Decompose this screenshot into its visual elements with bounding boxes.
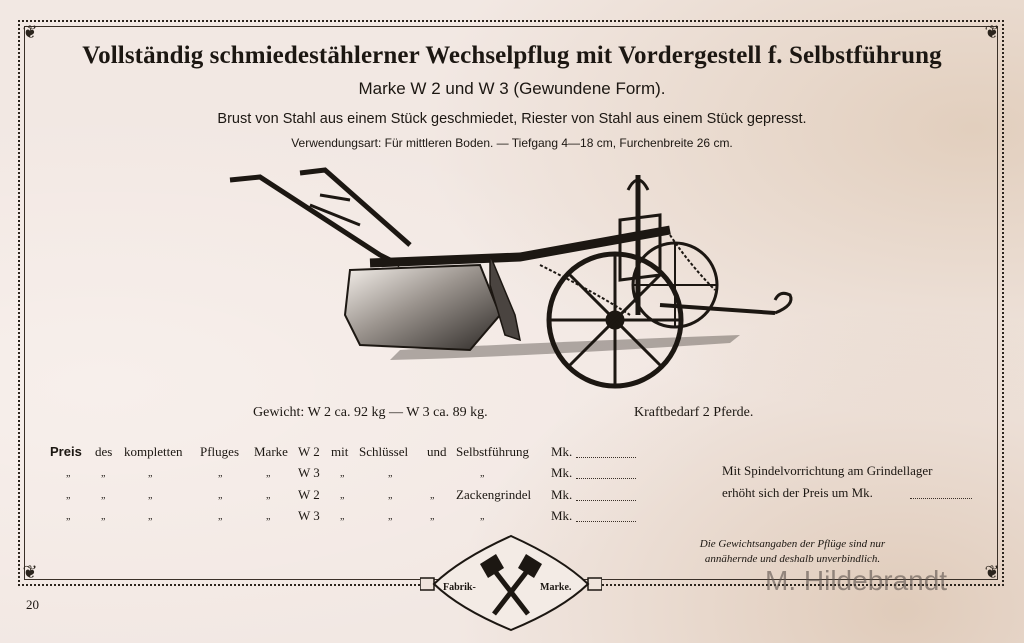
disclaimer-line1: Die Gewichtsangaben der Pflüge sind nur <box>699 538 886 550</box>
corner-ornament-icon: ❦ <box>22 22 38 42</box>
spindle-price-blank <box>910 497 972 499</box>
row1-word-selbstfuehrung: Selbstführung <box>456 444 529 459</box>
price-text-kompletten: kompletten <box>124 444 183 459</box>
ditto-mark: „ <box>66 490 71 501</box>
ditto-mark: „ <box>266 468 271 479</box>
row1-currency: Mk. <box>551 444 573 459</box>
ditto-mark: „ <box>148 511 153 522</box>
ditto-mark: „ <box>388 490 393 501</box>
ditto-mark: „ <box>148 490 153 501</box>
ditto-mark: „ <box>340 468 345 479</box>
row2-currency: Mk. <box>551 465 573 480</box>
corner-ornament-icon: ❦ <box>22 562 38 582</box>
spindle-note-line2: erhöht sich der Preis um Mk. <box>722 485 873 500</box>
ditto-mark: „ <box>148 468 153 479</box>
price-text-des: des <box>95 444 113 459</box>
corner-ornament-icon: ❦ <box>984 22 1000 42</box>
power-requirement: Kraftbedarf 2 Pferde. <box>634 405 754 420</box>
ditto-mark: „ <box>101 511 106 522</box>
ditto-mark: „ <box>388 468 393 479</box>
row3-word-zackengrindel: Zackengrindel <box>456 487 532 502</box>
row1-word-schluessel: Schlüssel <box>359 444 409 459</box>
ditto-mark: „ <box>430 490 435 501</box>
ditto-mark: „ <box>218 490 223 501</box>
row4-model: W 3 <box>298 508 320 523</box>
row1-word-und: und <box>427 444 447 459</box>
ditto-mark: „ <box>66 511 71 522</box>
ditto-mark: „ <box>266 511 271 522</box>
price-label: Preis <box>50 444 82 459</box>
page-title: Vollständig schmiedestählerner Wechselpflug mit Vordergestell f. Selbstführung <box>82 42 942 69</box>
ditto-mark: „ <box>66 468 71 479</box>
weight-info: Gewicht: W 2 ca. 92 kg — W 3 ca. 89 kg. <box>253 405 488 420</box>
price-text-marke: Marke <box>254 444 288 459</box>
ditto-mark: „ <box>101 468 106 479</box>
usage-specs: Verwendungsart: Für mittleren Boden. — Tiefgang 4—18 cm, Furchenbreite 26 cm. <box>291 136 733 150</box>
disclaimer-line2: annähernde und deshalb unverbindlich. <box>704 553 881 565</box>
row4-price-blank <box>576 520 636 522</box>
trademark-text-left: Fabrik- <box>443 582 476 593</box>
row1-model: W 2 <box>298 444 320 459</box>
row4-currency: Mk. <box>551 508 573 523</box>
row1-price-blank <box>576 456 636 458</box>
ditto-mark: „ <box>480 511 485 522</box>
construction-description: Brust von Stahl aus einem Stück geschmiedet, Riester von Stahl aus einem Stück gepresst. <box>217 111 807 127</box>
weight-disclaimer <box>660 537 925 567</box>
page-number: 20 <box>26 597 39 612</box>
row3-price-blank <box>576 499 636 501</box>
ditto-mark: „ <box>218 511 223 522</box>
plough-illustration <box>220 165 810 400</box>
ditto-mark: „ <box>430 511 435 522</box>
row2-model: W 3 <box>298 465 320 480</box>
trademark-text-right: Marke. <box>540 582 572 593</box>
row3-model: W 2 <box>298 487 320 502</box>
ditto-mark: „ <box>388 511 393 522</box>
ditto-mark: „ <box>218 468 223 479</box>
ditto-mark: „ <box>480 468 485 479</box>
row1-word-mit: mit <box>331 444 349 459</box>
ditto-mark: „ <box>266 490 271 501</box>
ditto-mark: „ <box>101 490 106 501</box>
watermark-text: M. Hildebrandt <box>765 565 948 596</box>
row2-price-blank <box>576 477 636 479</box>
ditto-mark: „ <box>340 490 345 501</box>
price-text-pfluges: Pfluges <box>200 444 239 459</box>
row3-currency: Mk. <box>551 487 573 502</box>
model-subtitle: Marke W 2 und W 3 (Gewundene Form). <box>358 79 666 98</box>
corner-ornament-icon: ❦ <box>984 562 1000 582</box>
ditto-mark: „ <box>340 511 345 522</box>
spindle-note-line1: Mit Spindelvorrichtung am Grindellager <box>722 463 933 478</box>
